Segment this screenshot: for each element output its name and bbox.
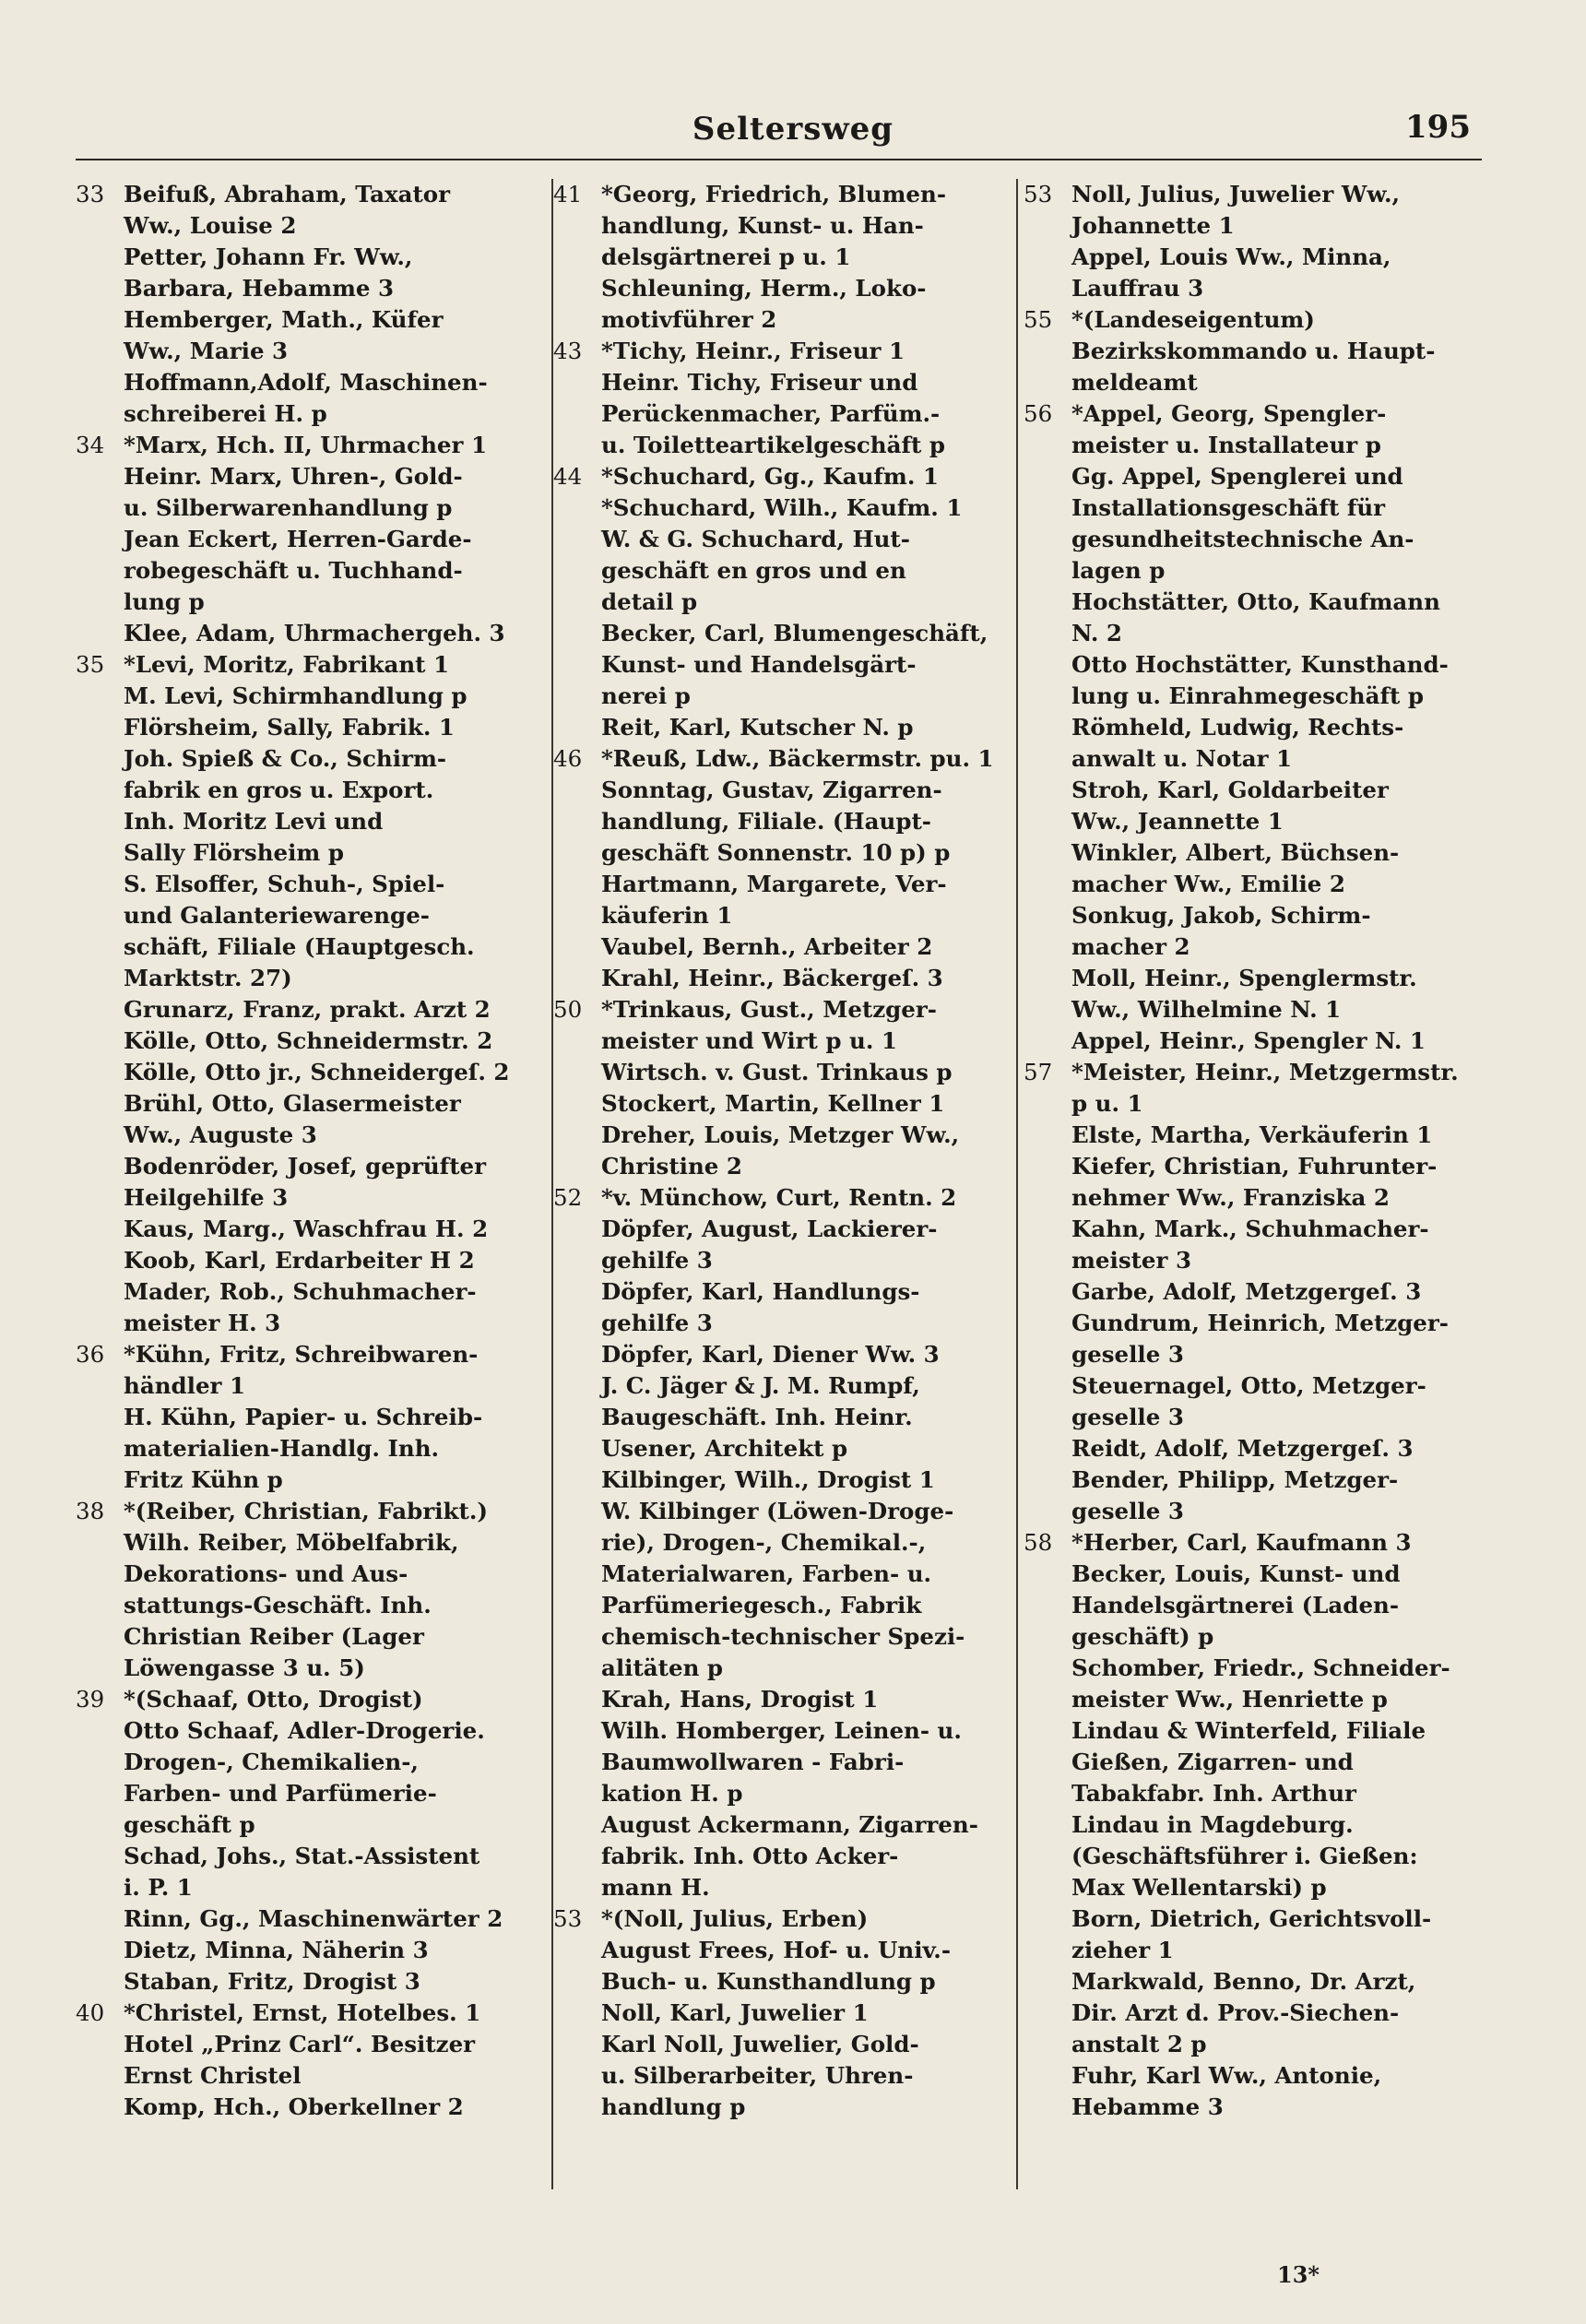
directory-entry: [1024, 712, 1485, 775]
entry-text: Bender, Philipp, Metzger- geselle 3: [1071, 1466, 1399, 1524]
entry-text: *Meister, Heinr., Metzgermstr. p u. 1: [1071, 1059, 1459, 1117]
entry-text: Dreher, Louis, Metzger Ww., Christine 2: [601, 1121, 960, 1180]
entry-text: Otto Hochstätter, Kunsthand- lung u. Einrahmegeschäft p: [1071, 651, 1449, 709]
house-number: 40: [76, 1999, 105, 2026]
entry-text: Döpfer, August, Lackierer- gehilfe 3: [601, 1215, 938, 1274]
directory-entry: [553, 524, 1037, 618]
house-number: 46: [553, 745, 583, 772]
entry-text: *Kühn, Fritz, Schreibwaren- händler 1: [124, 1341, 479, 1399]
directory-entry: [76, 1841, 560, 1903]
directory-entry: [76, 1684, 560, 1715]
directory-entry: [553, 869, 1037, 931]
directory-entry: [1024, 1370, 1485, 1433]
entry-text: Markwald, Benno, Dr. Arzt, Dir. Arzt d. Prov.-Siechen- anstalt 2 p: [1071, 1968, 1416, 2057]
entry-text: Jean Eckert, Herren-Garde- robegeschäft u. Tuchhand- lung p: [124, 526, 472, 615]
directory-entry: [76, 1245, 560, 1276]
directory-entry: [553, 1370, 1037, 1464]
entry-text: Staban, Fritz, Drogist 3: [124, 1968, 420, 1995]
entry-text: Noll, Karl, Juwelier 1: [601, 1999, 869, 2026]
entry-text: Wirtsch. v. Gust. Trinkaus p: [601, 1059, 953, 1085]
directory-entry: [1024, 1433, 1485, 1464]
column-3: [1024, 179, 1485, 2208]
entry-text: *Tichy, Heinr., Friseur 1: [601, 338, 905, 364]
entry-text: Kahn, Mark., Schuhmacher- meister 3: [1071, 1215, 1429, 1274]
entry-text: Fuhr, Karl Ww., Antonie, Hebamme 3: [1071, 2062, 1382, 2120]
directory-entry: [553, 1935, 1037, 1998]
directory-entry: [553, 1182, 1037, 1214]
entry-text: Joh. Spieß & Co., Schirm- fabrik en gros u. Export. Inh. Moritz Levi und Sally Flörsheim p: [124, 745, 447, 866]
directory-entry: [76, 1935, 560, 1966]
house-number: 52: [553, 1184, 583, 1211]
directory-entry: [76, 1998, 560, 2029]
directory-entry: [553, 712, 1037, 743]
directory-entry: [1024, 304, 1485, 336]
entry-text: *(Reiber, Christian, Fabrikt.): [124, 1498, 488, 1524]
directory-entry: [1024, 1026, 1485, 1057]
house-number: 56: [1024, 400, 1053, 427]
house-number: 34: [76, 432, 105, 458]
directory-entry: [76, 1527, 560, 1684]
entry-text: Hemberger, Math., Küfer Ww., Marie 3: [124, 306, 444, 364]
entry-text: Hotel „Prinz Carl“. Besitzer Ernst Christel: [124, 2031, 476, 2089]
directory-entry: [553, 618, 1037, 712]
directory-entry: [1024, 398, 1485, 461]
directory-entry: [76, 1057, 560, 1088]
entry-text: Dietz, Minna, Näherin 3: [124, 1937, 429, 1963]
entry-text: Kölle, Otto jr., Schneidergeſ. 2: [124, 1059, 510, 1085]
directory-entry: [1024, 1966, 1485, 2060]
house-number: 55: [1024, 306, 1053, 333]
directory-entry: [553, 179, 1037, 273]
directory-entry: [1024, 1120, 1485, 1151]
entry-text: M. Levi, Schirmhandlung p: [124, 682, 468, 709]
entry-text: Mader, Rob., Schuhmacher- meister H. 3: [124, 1278, 477, 1336]
directory-entry: [553, 492, 1037, 524]
directory-entry: [76, 712, 560, 743]
directory-entry: [76, 1151, 560, 1214]
entry-text: *Levi, Moritz, Fabrikant 1: [124, 651, 450, 678]
directory-entry: [553, 1684, 1037, 1715]
directory-entry: [553, 1496, 1037, 1684]
entry-text: Wilh. Reiber, Möbelfabrik, Dekorations- und Aus- stattungs-Geschäft. Inh. Christian Reiber (Lager Löwengasse 3 u. 5): [124, 1529, 459, 1681]
house-number: 53: [553, 1905, 583, 1932]
directory-entry: [1024, 1559, 1485, 1653]
directory-entry: [553, 775, 1037, 869]
directory-entry: [553, 336, 1037, 367]
entry-text: *(Noll, Julius, Erben): [601, 1905, 869, 1932]
directory-entry: [76, 1276, 560, 1339]
directory-entry: [553, 1057, 1037, 1088]
entry-text: Becker, Carl, Blumengeschäft, Kunst- und Handelsgärt- nerei p: [601, 620, 988, 709]
entry-text: Born, Dietrich, Gerichtsvoll- zieher 1: [1071, 1905, 1432, 1963]
entry-text: *(Landeseigentum): [1071, 306, 1315, 333]
directory-entry: [76, 304, 560, 367]
entry-text: Heinr. Marx, Uhren-, Gold- u. Silberwarenhandlung p: [124, 463, 463, 521]
house-number: 44: [553, 463, 583, 490]
house-number: 57: [1024, 1059, 1053, 1085]
directory-entry: [1024, 242, 1485, 304]
directory-entry: [76, 1088, 560, 1151]
entry-text: Hartmann, Margarete, Ver- käuferin 1: [601, 871, 947, 929]
directory-entry: [1024, 2060, 1485, 2123]
directory-entry: [1024, 1057, 1485, 1120]
directory-entry: [1024, 1308, 1485, 1370]
column-1: [76, 179, 560, 2208]
entry-text: Becker, Louis, Kunst- und Handelsgärtnerei (Laden- geschäft) p: [1071, 1560, 1401, 1650]
entry-text: Vaubel, Bernh., Arbeiter 2: [601, 933, 933, 960]
entry-text: August Frees, Hof- u. Univ.- Buch- u. Kunsthandlung p: [601, 1937, 951, 1995]
directory-entry: [1024, 775, 1485, 837]
entry-text: Heinr. Tichy, Friseur und Perückenmacher, Parfüm.- u. Toiletteartikelgeschäft p: [601, 369, 945, 458]
entry-text: Hoffmann,Adolf, Maschinen- schreiberei H. p: [124, 369, 488, 427]
entry-text: J. C. Jäger & J. M. Rumpf, Baugeschäft. Inh. Heinr. Usener, Architekt p: [601, 1372, 920, 1462]
directory-entry: [1024, 837, 1485, 900]
house-number: 41: [553, 181, 583, 208]
entry-text: Stroh, Karl, Goldarbeiter Ww., Jeannette 1: [1071, 777, 1389, 835]
house-number: 50: [553, 996, 583, 1023]
sheet-signature: 13*: [1277, 2261, 1320, 2288]
directory-entry: [553, 367, 1037, 461]
entry-text: Koob, Karl, Erdarbeiter H 2: [124, 1247, 475, 1274]
directory-entry: [553, 1715, 1037, 1809]
directory-entry: [553, 1214, 1037, 1276]
page-number: 195: [1405, 109, 1471, 146]
entry-text: *Appel, Georg, Spengler- meister u. Installateur p: [1071, 400, 1387, 458]
directory-entry: [553, 1903, 1037, 1935]
directory-entry: [553, 931, 1037, 963]
directory-entry: [76, 1339, 560, 1402]
entry-text: Stockert, Martin, Kellner 1: [601, 1090, 945, 1117]
entry-text: Lindau & Winterfeld, Filiale Gießen, Zigarren- und Tabakfabr. Inh. Arthur Lindau in Magdeburg. (Geschäftsführer i. Gießen: Max Wellentarski) p: [1071, 1717, 1426, 1901]
directory-entry: [553, 1998, 1037, 2029]
house-number: 43: [553, 338, 583, 364]
entry-text: Hochstätter, Otto, Kaufmann N. 2: [1071, 588, 1440, 646]
house-number: 38: [76, 1498, 105, 1524]
house-number: 33: [76, 181, 105, 208]
entry-text: Beifuß, Abraham, Taxator Ww., Louise 2: [124, 181, 451, 239]
entry-text: Kilbinger, Wilh., Drogist 1: [601, 1466, 935, 1493]
directory-entry: [553, 1339, 1037, 1370]
directory-entry: [76, 743, 560, 869]
entry-text: Klee, Adam, Uhrmachergeh. 3: [124, 620, 505, 646]
entry-text: Gundrum, Heinrich, Metzger- geselle 3: [1071, 1310, 1449, 1368]
entry-text: Noll, Julius, Juwelier Ww., Johannette 1: [1071, 181, 1401, 239]
entry-text: Flörsheim, Sally, Fabrik. 1: [124, 714, 455, 741]
directory-entry: [553, 1120, 1037, 1182]
directory-entry: [76, 367, 560, 430]
directory-entry: [1024, 649, 1485, 712]
directory-entry: [553, 963, 1037, 994]
entry-text: Moll, Heinr., Spenglermstr. Ww., Wilhelmine N. 1: [1071, 965, 1417, 1023]
directory-entry: [1024, 1527, 1485, 1559]
entry-text: *Georg, Friedrich, Blumen- handlung, Kunst- u. Han- delsgärtnerei p u. 1: [601, 181, 946, 270]
entry-text: *Reuß, Ldw., Bäckermstr. pu. 1: [601, 745, 994, 772]
entry-text: Appel, Heinr., Spengler N. 1: [1071, 1027, 1426, 1054]
directory-entry: [76, 649, 560, 681]
directory-entry: [553, 743, 1037, 775]
column-2: [553, 179, 1037, 2208]
entry-text: *Schuchard, Gg., Kaufm. 1: [601, 463, 939, 490]
entry-text: Garbe, Adolf, Metzgergeſ. 3: [1071, 1278, 1422, 1305]
entry-text: Appel, Louis Ww., Minna, Lauffrau 3: [1071, 243, 1391, 302]
entry-text: Otto Schaaf, Adler-Drogerie. Drogen-, Chemikalien-, Farben- und Parfümerie- geschäft p: [124, 1717, 485, 1838]
entry-text: W. & G. Schuchard, Hut- geschäft en gros und en detail p: [601, 526, 910, 615]
entry-text: Elste, Martha, Verkäuferin 1: [1071, 1121, 1433, 1148]
directory-entry: [76, 994, 560, 1026]
directory-entry: [1024, 1653, 1485, 1715]
directory-entry: [76, 681, 560, 712]
entry-text: *(Schaaf, Otto, Drogist): [124, 1686, 423, 1713]
directory-entry: [76, 179, 560, 242]
entry-text: *v. Münchow, Curt, Rentn. 2: [601, 1184, 957, 1211]
directory-entry: [1024, 1151, 1485, 1214]
directory-entry: [1024, 1276, 1485, 1308]
entry-text: Döpfer, Karl, Diener Ww. 3: [601, 1341, 940, 1368]
page-title: Seltersweg: [692, 111, 894, 148]
directory-entry: [1024, 1214, 1485, 1276]
directory-entry: [76, 1496, 560, 1527]
directory-entry: [76, 524, 560, 618]
entry-text: *Schuchard, Wilh., Kaufm. 1: [601, 494, 963, 521]
directory-entry: [1024, 587, 1485, 649]
house-number: 39: [76, 1686, 105, 1713]
directory-entry: [553, 1088, 1037, 1120]
entry-text: Reit, Karl, Kutscher N. p: [601, 714, 914, 741]
directory-entry: [76, 1966, 560, 1998]
column-divider: [1016, 179, 1018, 2189]
entry-text: Kölle, Otto, Schneidermstr. 2: [124, 1027, 493, 1054]
entry-text: Schleuning, Herm., Loko- motivführer 2: [601, 275, 927, 333]
directory-entry: [76, 1214, 560, 1245]
directory-entry: [1024, 336, 1485, 398]
directory-entry: [553, 2029, 1037, 2123]
entry-text: Römheld, Ludwig, Rechts- anwalt u. Notar 1: [1071, 714, 1404, 772]
entry-text: *Trinkaus, Gust., Metzger- meister und Wirt p u. 1: [601, 996, 937, 1054]
house-number: 53: [1024, 181, 1053, 208]
directory-entry: [1024, 1903, 1485, 1966]
entry-text: Bezirkskommando u. Haupt- meldeamt: [1071, 338, 1436, 396]
entry-text: Komp, Hch., Oberkellner 2: [124, 2093, 464, 2120]
directory-entry: [76, 430, 560, 461]
entry-text: Winkler, Albert, Büchsen- macher Ww., Emilie 2: [1071, 839, 1400, 897]
header-rule: [76, 159, 1482, 160]
directory-entry: [553, 1809, 1037, 1903]
entry-text: S. Elsoffer, Schuh-, Spiel- und Galanteriewarenge- schäft, Filiale (Hauptgesch. Marktstr. 27): [124, 871, 475, 991]
entry-text: *Herber, Carl, Kaufmann 3: [1071, 1529, 1412, 1556]
entry-text: Krah, Hans, Drogist 1: [601, 1686, 879, 1713]
entry-text: Schomber, Friedr., Schneider- meister Ww., Henriette p: [1071, 1654, 1450, 1713]
directory-entry: [1024, 963, 1485, 1026]
directory-entry: [1024, 179, 1485, 242]
entry-text: Grunarz, Franz, prakt. Arzt 2: [124, 996, 491, 1023]
directory-entry: [76, 1026, 560, 1057]
directory-entry: [1024, 461, 1485, 587]
entry-text: Sonkug, Jakob, Schirm- macher 2: [1071, 902, 1371, 960]
directory-entry: [76, 869, 560, 994]
entry-text: Petter, Johann Fr. Ww., Barbara, Hebamme 3: [124, 243, 413, 302]
entry-text: H. Kühn, Papier- u. Schreib- materialien-Handlg. Inh. Fritz Kühn p: [124, 1404, 483, 1493]
entry-text: Gg. Appel, Spenglerei und Installationsgeschäft für gesundheitstechnische An- lagen p: [1071, 463, 1414, 584]
entry-text: Brühl, Otto, Glasermeister Ww., Auguste 3: [124, 1090, 461, 1148]
entry-text: Sonntag, Gustav, Zigarren- handlung, Filiale. (Haupt- geschäft Sonnenstr. 10 p) p: [601, 777, 951, 866]
directory-entry: [553, 1464, 1037, 1496]
house-number: 35: [76, 651, 105, 678]
entry-text: Rinn, Gg., Maschinenwärter 2: [124, 1905, 503, 1932]
entry-text: Bodenröder, Josef, geprüfter Heilgehilfe 3: [124, 1153, 487, 1211]
directory-entry: [1024, 1715, 1485, 1903]
entry-text: Kaus, Marg., Waschfrau H. 2: [124, 1215, 489, 1242]
directory-entry: [76, 618, 560, 649]
entry-text: August Ackermann, Zigarren- fabrik. Inh. Otto Acker- mann H.: [601, 1811, 978, 1901]
directory-entry: [76, 1402, 560, 1496]
entry-text: *Marx, Hch. II, Uhrmacher 1: [124, 432, 487, 458]
entry-text: Krahl, Heinr., Bäckergeſ. 3: [601, 965, 943, 991]
directory-entry: [76, 2029, 560, 2092]
entry-text: *Christel, Ernst, Hotelbes. 1: [124, 1999, 481, 2026]
directory-entry: [553, 1276, 1037, 1339]
directory-entry: [76, 2092, 560, 2123]
directory-entry: [76, 461, 560, 524]
entry-text: W. Kilbinger (Löwen-Droge- rie), Drogen-, Chemikal.-, Materialwaren, Farben- u. Parfümeriegesch., Fabrik chemisch-technischer Spezi- alitäten p: [601, 1498, 965, 1681]
entry-text: Reidt, Adolf, Metzgergeſ. 3: [1071, 1435, 1414, 1462]
entry-text: Schad, Johs., Stat.-Assistent i. P. 1: [124, 1843, 480, 1901]
directory-entry: [76, 1715, 560, 1841]
entry-text: Karl Noll, Juwelier, Gold- u. Silberarbeiter, Uhren- handlung p: [601, 2031, 919, 2120]
house-number: 58: [1024, 1529, 1053, 1556]
entry-text: Steuernagel, Otto, Metzger- geselle 3: [1071, 1372, 1426, 1430]
directory-entry: [76, 1903, 560, 1935]
directory-entry: [76, 242, 560, 304]
directory-entry: [1024, 1464, 1485, 1527]
entry-text: Döpfer, Karl, Handlungs- gehilfe 3: [601, 1278, 920, 1336]
directory-entry: [1024, 900, 1485, 963]
house-number: 36: [76, 1341, 105, 1368]
directory-entry: [553, 273, 1037, 336]
directory-entry: [553, 994, 1037, 1057]
entry-text: Wilh. Homberger, Leinen- u. Baumwollwaren - Fabri- kation H. p: [601, 1717, 962, 1807]
entry-text: Kiefer, Christian, Fuhrunter- nehmer Ww., Franziska 2: [1071, 1153, 1438, 1211]
directory-entry: [553, 461, 1037, 492]
